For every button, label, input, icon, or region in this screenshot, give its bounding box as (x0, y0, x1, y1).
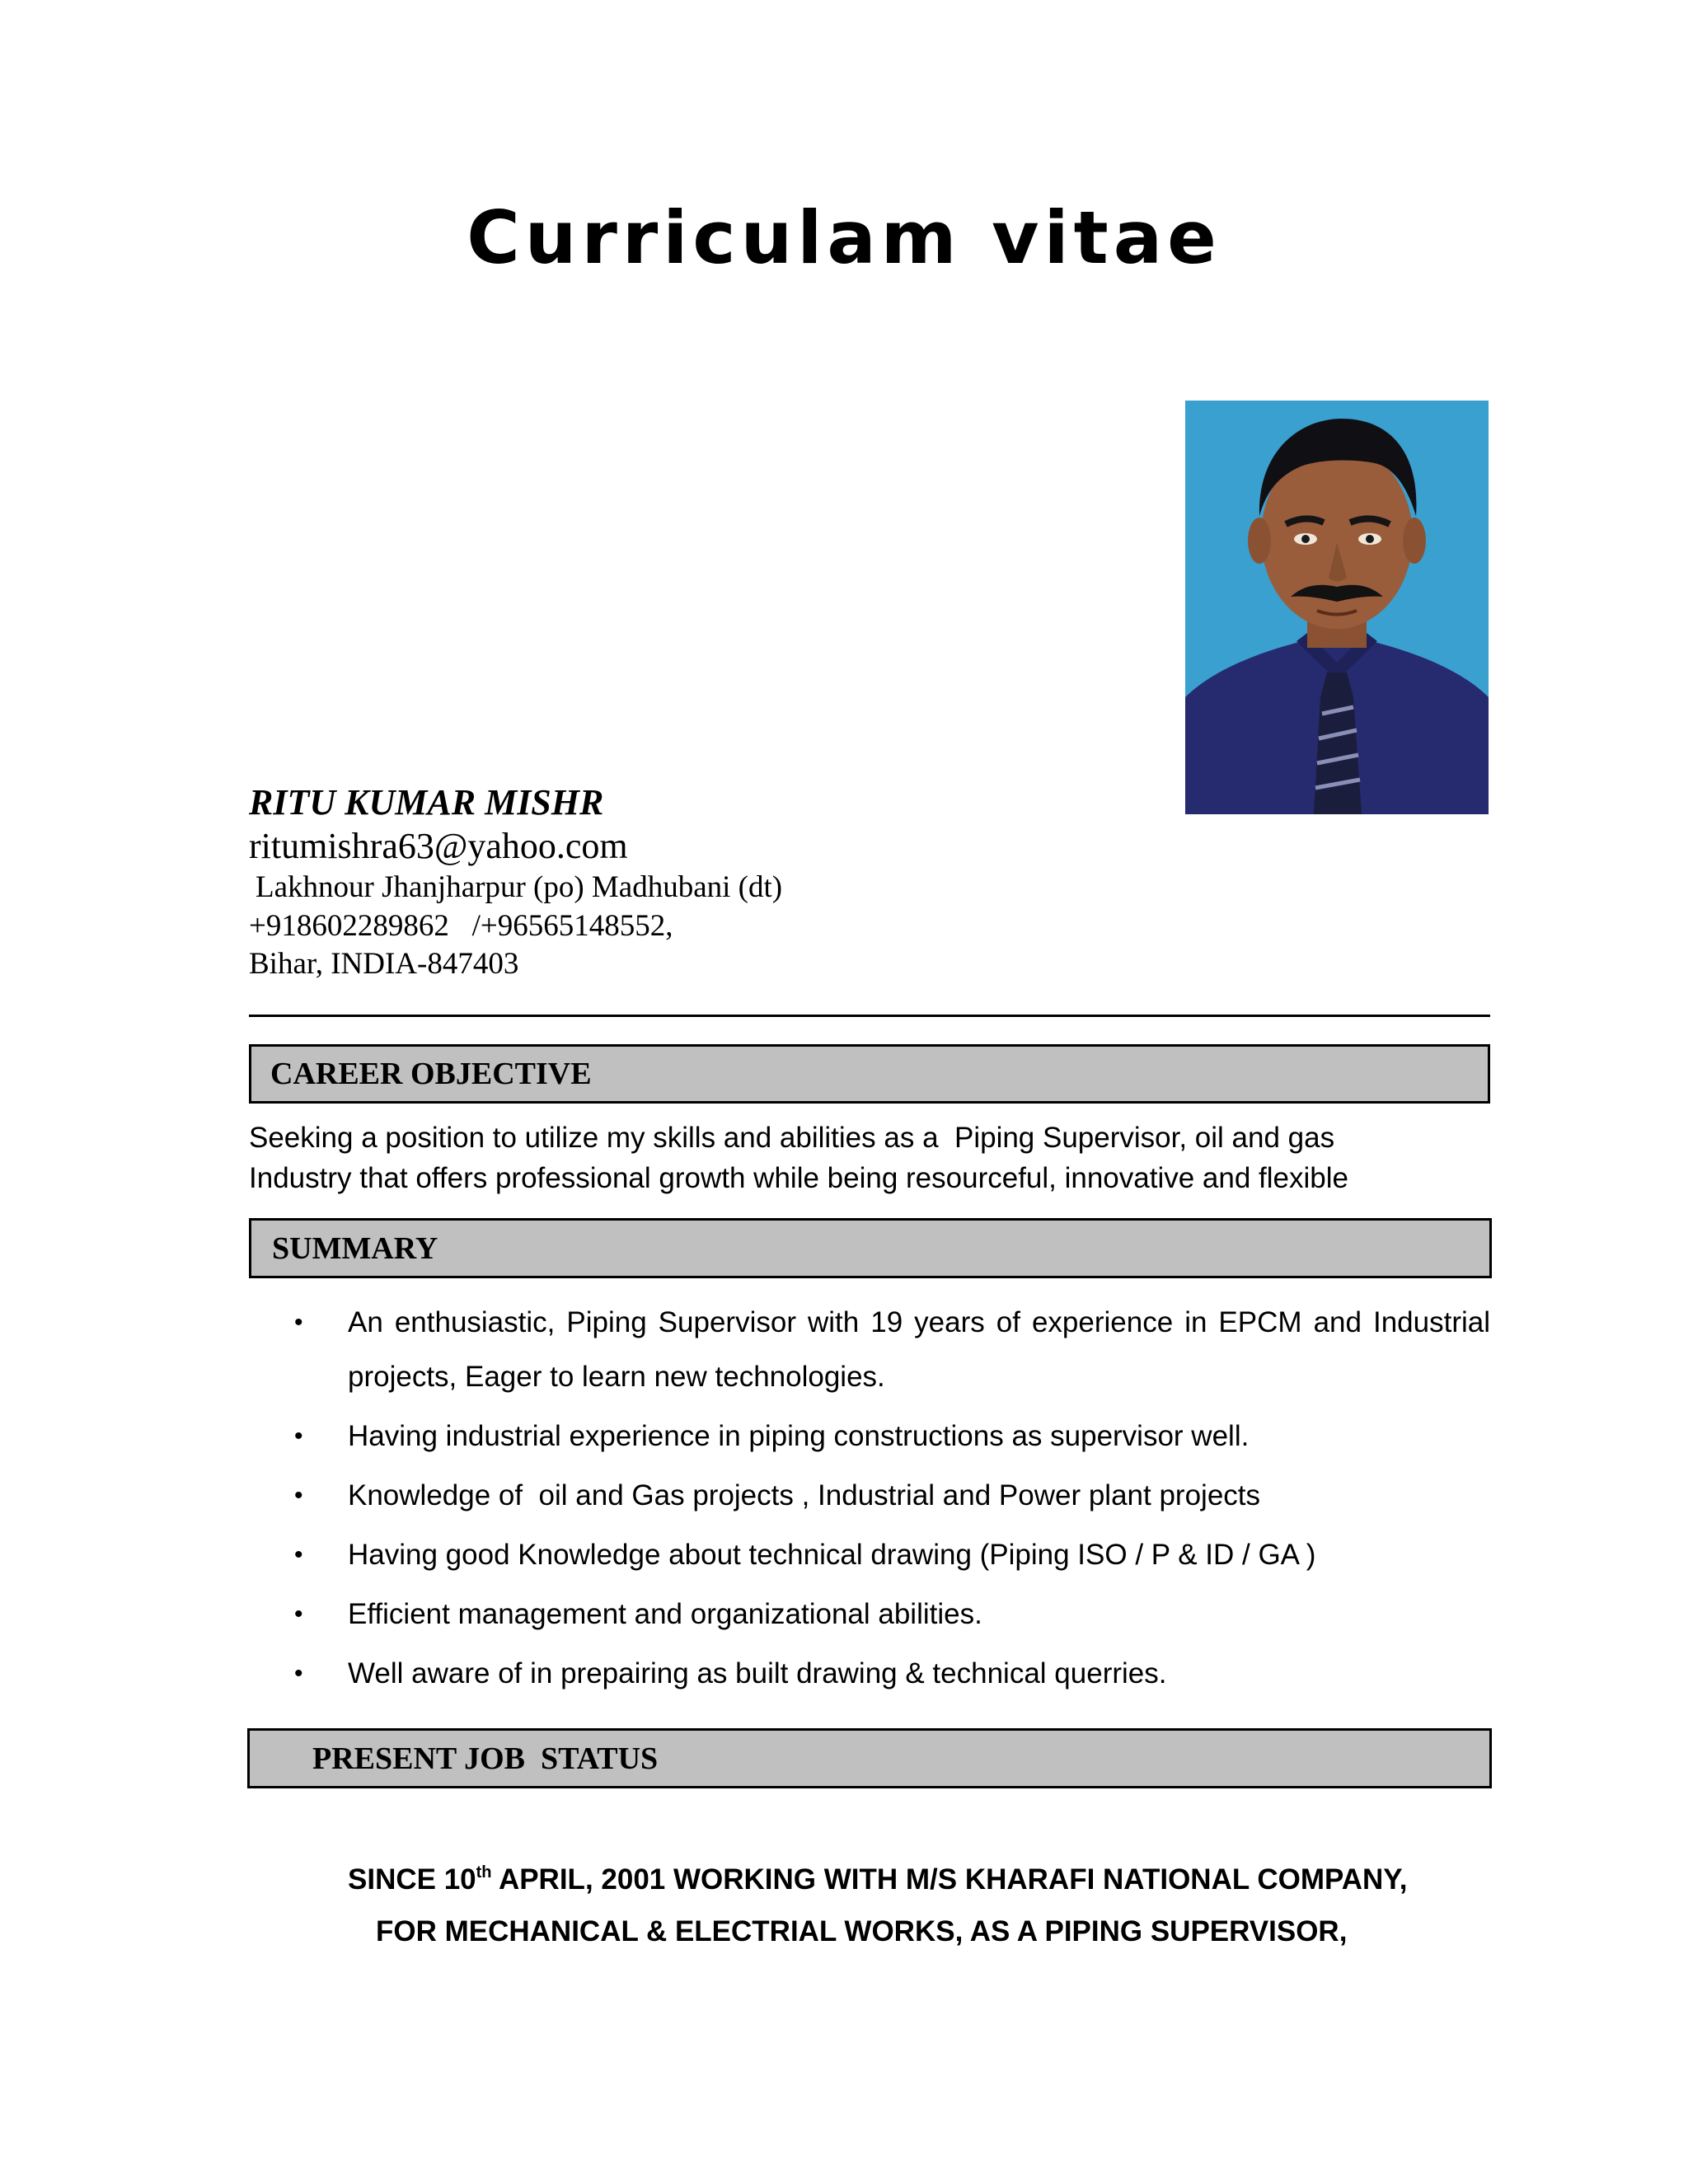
summary-item-text: Having industrial experience in piping constructions as supervisor well. (348, 1420, 1250, 1452)
phone-numbers: +918602289862 /+96565148552, (249, 909, 673, 943)
address-line-2: Bihar, INDIA-847403 (249, 947, 519, 981)
summary-item-text: Knowledge of oil and Gas projects , Industrial and Power plant projects (348, 1479, 1261, 1511)
document-title: Curriculam vitae (467, 195, 1221, 280)
present-job-line-1-suffix: APRIL, 2001 WORKING WITH M/S KHARAFI NATIONAL COMPANY, (491, 1863, 1408, 1896)
bullet-icon: • (294, 1660, 303, 1687)
present-job-heading-box (247, 1728, 1492, 1788)
person-portrait-icon (1185, 401, 1489, 814)
present-job-line-2: FOR MECHANICAL & ELECTRIAL WORKS, AS A PIPING SUPERVISOR, (376, 1915, 1348, 1947)
summary-item (249, 1587, 1490, 1642)
address-line-1: Lakhnour Jhanjharpur (po) Madhubani (dt) (256, 870, 783, 904)
summary-item (249, 1647, 1490, 1701)
profile-photo (1185, 401, 1489, 814)
bullet-icon: • (294, 1482, 303, 1509)
present-job-line-1-prefix: SINCE 10 (348, 1863, 476, 1896)
summary-heading: SUMMARY (272, 1230, 438, 1266)
bullet-icon: • (294, 1541, 303, 1568)
career-objective-line-2: Industry that offers professional growth while being resourceful, innovative and flexible (249, 1162, 1348, 1194)
summary-item-text: Efficient management and organizational abilities. (348, 1598, 982, 1630)
header-divider (249, 1015, 1490, 1017)
summary-item (249, 1296, 1490, 1404)
career-objective-text (249, 1118, 1490, 1198)
bullet-icon: • (294, 1309, 303, 1336)
summary-item (249, 1409, 1490, 1464)
career-objective-heading: CAREER OBJECTIVE (270, 1057, 592, 1091)
present-job-line-1-sup: th (476, 1863, 492, 1882)
summary-item (249, 1528, 1490, 1582)
career-objective-line-1: Seeking a position to utilize my skills and abilities as a Piping Supervisor, oil and gas (249, 1122, 1335, 1154)
career-objective-heading-box (249, 1044, 1490, 1104)
summary-item-text: Having good Knowledge about technical drawing (Piping ISO / P & ID / GA ) (348, 1539, 1316, 1571)
summary-item-text: An enthusiastic, Piping Supervisor with 19 years of experience in EPCM and Industrial projects, Eager to learn new technologies. (348, 1306, 1490, 1393)
summary-list (249, 1296, 1490, 1706)
summary-item-text: Well aware of in prepairing as built drawing & technical querries. (348, 1657, 1167, 1690)
present-job-heading: PRESENT JOB STATUS (312, 1741, 659, 1776)
candidate-email: ritumishra63@yahoo.com (249, 826, 628, 866)
bullet-icon: • (294, 1601, 303, 1628)
present-job-line-1 (348, 1864, 1407, 1894)
summary-item (249, 1469, 1490, 1523)
candidate-name: RITU KUMAR MISHR (249, 782, 604, 823)
bullet-icon: • (294, 1422, 303, 1450)
summary-heading-box (249, 1218, 1492, 1278)
